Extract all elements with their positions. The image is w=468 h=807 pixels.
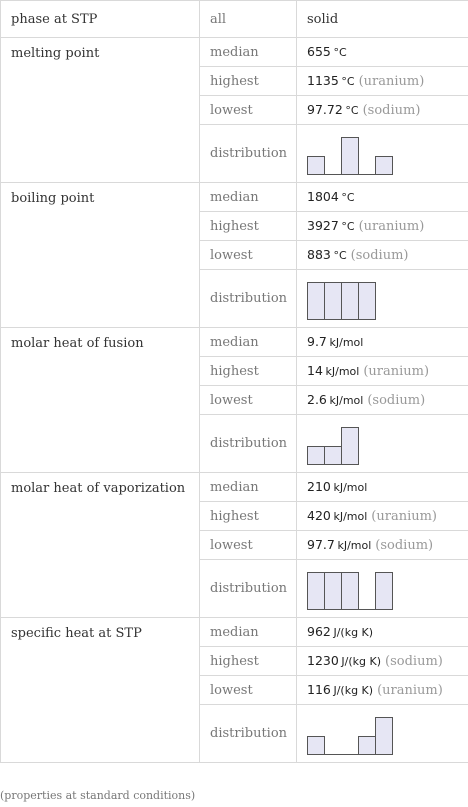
histogram-bar xyxy=(358,736,376,755)
value-number: 2.6 xyxy=(307,392,327,407)
stat-label-highest: highest xyxy=(200,647,297,676)
value-number: 655 xyxy=(307,44,331,59)
property-name: boiling point xyxy=(1,183,200,328)
value-number: 962 xyxy=(307,624,331,639)
value-unit: kJ/mol xyxy=(329,394,364,407)
histogram-bar xyxy=(307,156,325,175)
element-note: (uranium) xyxy=(358,219,425,234)
value-unit: kJ/mol xyxy=(333,481,368,494)
property-name: molar heat of fusion xyxy=(1,328,200,473)
stat-label-distribution: distribution xyxy=(200,560,297,618)
value-unit: J/(kg K) xyxy=(333,684,374,697)
element-note: (uranium) xyxy=(371,509,438,524)
value-cell xyxy=(297,386,468,415)
histogram-bar xyxy=(358,282,376,320)
value-cell xyxy=(297,676,468,705)
header-row xyxy=(1,1,468,38)
value-unit: °C xyxy=(341,191,355,204)
element-note: (sodium) xyxy=(367,393,426,408)
value-number: 14 xyxy=(307,363,323,378)
element-note: (sodium) xyxy=(385,654,443,669)
value-number: 3927 xyxy=(307,218,339,233)
element-note: (sodium) xyxy=(362,103,421,118)
value-number: 1804 xyxy=(307,189,339,204)
value-cell xyxy=(297,67,468,96)
value-number: 116 xyxy=(307,682,331,697)
distribution-histogram xyxy=(307,425,468,465)
distribution-cell xyxy=(297,560,468,618)
value-unit: kJ/mol xyxy=(329,336,364,349)
element-note: (uranium) xyxy=(377,683,443,698)
distribution-histogram xyxy=(307,715,468,755)
distribution-histogram xyxy=(307,280,468,320)
stat-label-distribution: distribution xyxy=(200,415,297,473)
stat-label-median: median xyxy=(200,473,297,502)
distribution-cell xyxy=(297,705,468,763)
histogram-bar xyxy=(307,446,325,465)
stat-label-median: median xyxy=(200,618,297,647)
value-unit: J/(kg K) xyxy=(341,655,382,668)
histogram-bar xyxy=(375,717,393,755)
histogram-bar xyxy=(341,427,359,465)
histogram-bar xyxy=(307,282,325,320)
value-unit: °C xyxy=(341,220,355,233)
element-note: (sodium) xyxy=(350,248,409,263)
row-specific-heat-at-STP-median xyxy=(1,618,468,647)
distribution-cell xyxy=(297,415,468,473)
value-unit: kJ/mol xyxy=(337,539,372,552)
histogram-bar xyxy=(324,282,342,320)
value-cell xyxy=(297,531,468,560)
stat-label-highest: highest xyxy=(200,502,297,531)
header-all-label: all xyxy=(200,1,297,38)
value-cell xyxy=(297,473,468,502)
value-number: 420 xyxy=(307,508,331,523)
histogram-bar xyxy=(307,572,325,610)
value-cell xyxy=(297,357,468,386)
value-number: 9.7 xyxy=(307,334,327,349)
stat-label-lowest: lowest xyxy=(200,386,297,415)
stat-label-distribution: distribution xyxy=(200,125,297,183)
property-name: melting point xyxy=(1,38,200,183)
value-cell xyxy=(297,183,468,212)
value-number: 1135 xyxy=(307,73,339,88)
value-unit: °C xyxy=(333,249,347,262)
row-boiling-point-median xyxy=(1,183,468,212)
histogram-bar xyxy=(307,736,325,755)
stat-label-median: median xyxy=(200,38,297,67)
stat-label-distribution: distribution xyxy=(200,705,297,763)
value-cell xyxy=(297,212,468,241)
element-note: (uranium) xyxy=(363,364,430,379)
histogram-bar xyxy=(375,572,393,610)
stat-label-lowest: lowest xyxy=(200,241,297,270)
stat-label-highest: highest xyxy=(200,212,297,241)
distribution-histogram xyxy=(307,570,468,610)
value-cell xyxy=(297,502,468,531)
value-unit: J/(kg K) xyxy=(333,626,374,639)
stat-label-distribution: distribution xyxy=(200,270,297,328)
row-melting-point-median xyxy=(1,38,468,67)
value-number: 210 xyxy=(307,479,331,494)
histogram-bar xyxy=(324,572,342,610)
distribution-histogram xyxy=(307,135,468,175)
property-name: molar heat of vaporization xyxy=(1,473,200,618)
stat-label-lowest: lowest xyxy=(200,531,297,560)
stat-label-lowest: lowest xyxy=(200,96,297,125)
value-cell xyxy=(297,647,468,676)
value-cell xyxy=(297,241,468,270)
stat-label-highest: highest xyxy=(200,357,297,386)
value-cell xyxy=(297,618,468,647)
value-unit: kJ/mol xyxy=(325,365,360,378)
value-unit: °C xyxy=(333,46,347,59)
property-name: specific heat at STP xyxy=(1,618,200,763)
histogram-bar xyxy=(341,137,359,175)
stat-label-median: median xyxy=(200,328,297,357)
distribution-cell xyxy=(297,125,468,183)
row-molar-heat-of-fusion-median xyxy=(1,328,468,357)
stat-label-lowest: lowest xyxy=(200,676,297,705)
histogram-bar xyxy=(341,282,359,320)
value-number: 97.72 xyxy=(307,102,343,117)
footnote: (properties at standard conditions) xyxy=(0,789,196,802)
value-unit: °C xyxy=(345,104,359,117)
histogram-bar xyxy=(324,446,342,465)
value-cell xyxy=(297,38,468,67)
value-number: 97.7 xyxy=(307,537,335,552)
row-molar-heat-of-vaporization-median xyxy=(1,473,468,502)
stat-label-median: median xyxy=(200,183,297,212)
histogram-bar xyxy=(375,156,393,175)
stat-label-highest: highest xyxy=(200,67,297,96)
header-solid-label: solid xyxy=(297,1,468,38)
value-number: 883 xyxy=(307,247,331,262)
value-unit: °C xyxy=(341,75,355,88)
element-note: (uranium) xyxy=(358,74,425,89)
value-cell xyxy=(297,328,468,357)
value-cell xyxy=(297,96,468,125)
header-phase-label: phase at STP xyxy=(1,1,200,38)
histogram-bar xyxy=(341,572,359,610)
value-unit: kJ/mol xyxy=(333,510,368,523)
distribution-cell xyxy=(297,270,468,328)
element-note: (sodium) xyxy=(375,538,434,553)
value-number: 1230 xyxy=(307,653,339,668)
